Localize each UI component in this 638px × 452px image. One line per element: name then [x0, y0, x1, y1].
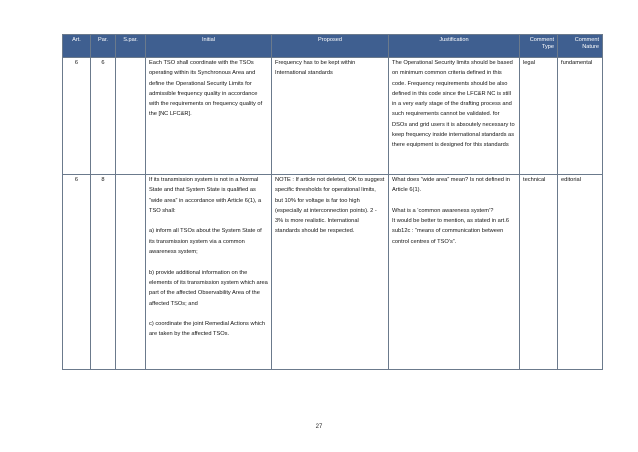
header-initial: Initial [146, 35, 272, 58]
header-row [63, 35, 603, 58]
comments-table [62, 34, 603, 370]
table-row [63, 58, 603, 175]
table-header [63, 35, 603, 58]
cell-proposed: NOTE : If article not deleted, OK to suggest specific thresholds for operational limits, but 10% for voltage is far too high (especially at interconnection points). 2 - 3% is more realistic. International standards should be respected. [272, 175, 389, 370]
header-proposed: Proposed [272, 35, 389, 58]
cell-spar [116, 58, 146, 175]
cell-proposed: Frequency has to be kept within International standards [272, 58, 389, 175]
cell-initial: If its transmission system is not in a Normal State and that System State is qualified as “wide area” in accordance with Article 6(1), a TSO shall: a) inform all TSOs about the System State of its transmission system via a common awareness system; b) provide additional information on the elements of its transmission system which area part of the affected Observability Area of the affected TSOs; and c) coordinate the joint Remedial Actions which are taken by the affected TSOs. [146, 175, 272, 370]
header-comment-nature: Comment Nature [558, 35, 603, 58]
cell-comment-nature: editorial [558, 175, 603, 370]
header-art: Art. [63, 35, 91, 58]
cell-art: 6 [63, 58, 91, 175]
page-number: 27 [315, 424, 323, 430]
cell-spar [116, 175, 146, 370]
cell-comment-type: technical [520, 175, 558, 370]
header-justification: Justification [389, 35, 520, 58]
cell-initial: Each TSO shall coordinate with the TSOs operating within its Synchronous Area and define the Operational Security Limits for admissible frequency quality in accordance with the requirements on frequency quality of the [NC LFC&R]. [146, 58, 272, 175]
header-par: Par. [91, 35, 116, 58]
cell-par: 6 [91, 58, 116, 175]
header-spar: S.par. [116, 35, 146, 58]
cell-justification: What does “wide area” mean? Is not defined in Article 6(1). What is a ‘common awareness system’? It would be better to mention, as stated in art.6 sub12c : “means of communication between control centres of TSO’s”. [389, 175, 520, 370]
header-comment-type: Comment Type [520, 35, 558, 58]
cell-justification: The Operational Security limits should be based on minimum common criteria defined in this code. Frequency requirements should be also defined in this code since the LFC&R NC is still in a very early stage of the drafting process and such requirements cannot be validated. for DSOs and grid users it is absoutely necessary to keep frequency inside international standards as there equipment is designed for this standards [389, 58, 520, 175]
cell-art: 6 [63, 175, 91, 370]
cell-comment-type: legal [520, 58, 558, 175]
table-row [63, 175, 603, 370]
cell-comment-nature: fundamental [558, 58, 603, 175]
cell-par: 8 [91, 175, 116, 370]
